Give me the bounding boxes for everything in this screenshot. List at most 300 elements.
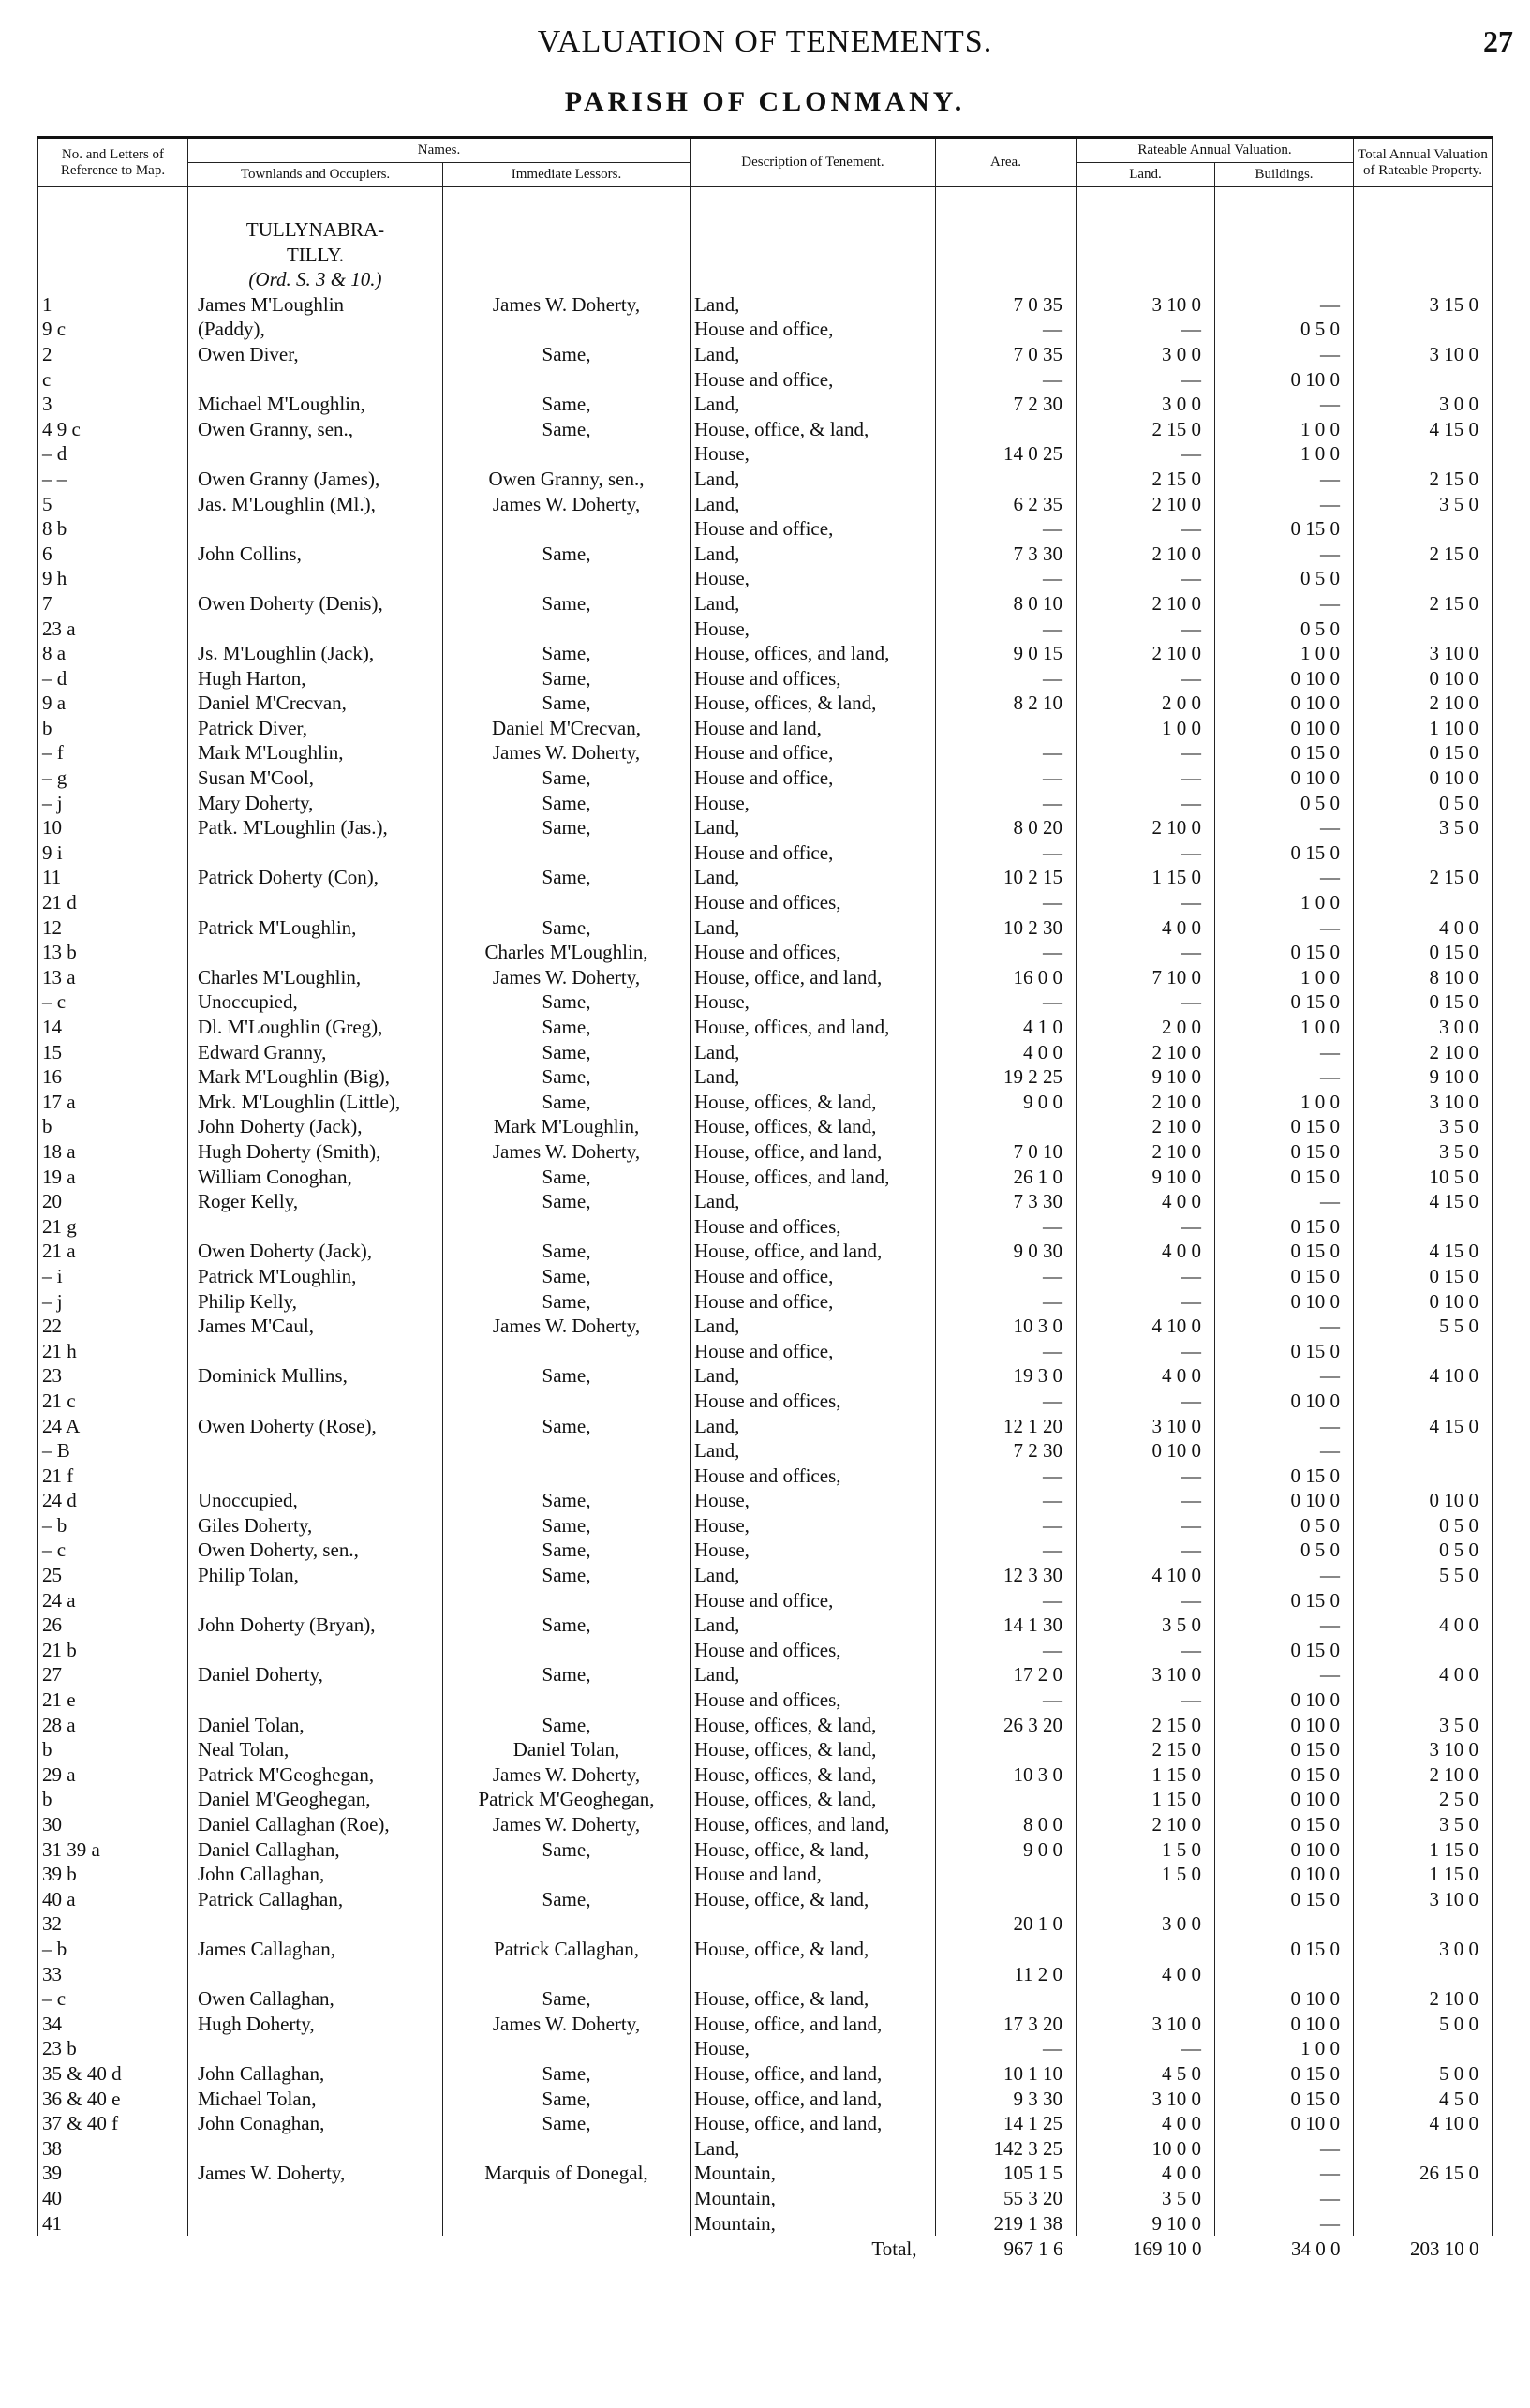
area: 20 1 0 (936, 1911, 1077, 1937)
table-row (38, 915, 1493, 941)
buildings-valuation: 0 5 0 (1215, 566, 1354, 591)
occupier: Owen Doherty (Jack), (188, 1239, 443, 1264)
table-row (38, 666, 1493, 691)
total-buildings: 34 0 0 (1291, 2237, 1341, 2261)
land-valuation: 2 10 0 (1077, 591, 1215, 617)
total-valuation: 0 15 0 (1354, 1264, 1493, 1289)
occupier: John Collins, (188, 542, 443, 567)
immediate-lessor: Same, (443, 1986, 691, 2012)
total-valuation: 8 10 0 (1354, 965, 1493, 990)
table-row (38, 1314, 1493, 1339)
immediate-lessor: James W. Doherty, (443, 1139, 691, 1165)
map-reference: 9 i (38, 840, 188, 866)
buildings-valuation: 0 5 0 (1215, 1538, 1354, 1563)
map-reference: 8 b (38, 516, 188, 542)
table-row (38, 791, 1493, 816)
table-row (38, 1239, 1493, 1264)
land-valuation: 2 15 0 (1077, 1737, 1215, 1762)
description: House, office, and land, (691, 1139, 936, 1165)
immediate-lessor: Mark M'Loughlin, (443, 1114, 691, 1139)
table-row (38, 1662, 1493, 1687)
description: House, offices, and land, (691, 1015, 936, 1040)
land-valuation: 1 0 0 (1077, 716, 1215, 741)
table-row (38, 1762, 1493, 1788)
immediate-lessor: Same, (443, 1363, 691, 1389)
buildings-valuation: — (1215, 2211, 1354, 2237)
area: — (936, 367, 1077, 393)
table-row (38, 1139, 1493, 1165)
description: House, (691, 566, 936, 591)
description: Land, (691, 915, 936, 941)
description: House and office, (691, 766, 936, 791)
description: House, office, & land, (691, 1937, 936, 1962)
occupier (188, 1687, 443, 1713)
total-label: Total, (871, 2237, 917, 2261)
area: 10 1 10 (936, 2061, 1077, 2087)
area (936, 1887, 1077, 1912)
total-valuation: 4 15 0 (1354, 1239, 1493, 1264)
buildings-valuation: 0 15 0 (1215, 1588, 1354, 1613)
area: 17 3 20 (936, 2012, 1077, 2037)
area: 4 0 0 (936, 1040, 1077, 1065)
buildings-valuation: — (1215, 1662, 1354, 1687)
buildings-valuation: 0 5 0 (1215, 617, 1354, 642)
description: House and land, (691, 1862, 936, 1887)
occupier (188, 1638, 443, 1663)
description: Land, (691, 1040, 936, 1065)
area: 7 3 30 (936, 1189, 1077, 1214)
land-valuation: — (1077, 840, 1215, 866)
map-reference: 9 a (38, 691, 188, 716)
townland-ord-reference: (Ord. S. 3 & 10.) (188, 267, 443, 292)
immediate-lessor: Same, (443, 2087, 691, 2112)
description: House, office, & land, (691, 417, 936, 442)
header-names: Names. (188, 138, 691, 163)
total-valuation: 4 0 0 (1354, 1662, 1493, 1687)
table-row (38, 1339, 1493, 1364)
land-valuation: 1 15 0 (1077, 865, 1215, 890)
buildings-valuation: 1 0 0 (1215, 641, 1354, 666)
map-reference: 35 & 40 d (38, 2061, 188, 2087)
total-valuation: 5 0 0 (1354, 2012, 1493, 2037)
table-row (38, 2012, 1493, 2037)
land-valuation: — (1077, 516, 1215, 542)
map-reference: 21 g (38, 1214, 188, 1240)
land-valuation (1077, 1986, 1215, 2012)
table-row (38, 815, 1493, 840)
total-valuation: 3 10 0 (1354, 1887, 1493, 1912)
map-reference: 12 (38, 915, 188, 941)
total-valuation: 4 15 0 (1354, 1414, 1493, 1439)
total-valuation: 3 5 0 (1354, 1812, 1493, 1837)
total-valuation (1354, 2186, 1493, 2211)
total-valuation: 3 0 0 (1354, 392, 1493, 417)
occupier (188, 441, 443, 467)
buildings-valuation: 0 15 0 (1215, 1887, 1354, 1912)
occupier: Roger Kelly, (188, 1189, 443, 1214)
map-reference: 30 (38, 1812, 188, 1837)
buildings-valuation: 1 0 0 (1215, 417, 1354, 442)
description: House, (691, 1488, 936, 1513)
occupier: James M'Loughlin (188, 292, 443, 318)
immediate-lessor (443, 1911, 691, 1937)
buildings-valuation: 0 10 0 (1215, 2111, 1354, 2136)
total-valuation: 26 15 0 (1354, 2161, 1493, 2186)
immediate-lessor (443, 441, 691, 467)
immediate-lessor: Same, (443, 815, 691, 840)
total-valuation: 3 5 0 (1354, 492, 1493, 517)
buildings-valuation: 1 0 0 (1215, 1090, 1354, 1115)
table-row (38, 2136, 1493, 2162)
map-reference: 4 9 c (38, 417, 188, 442)
land-valuation: — (1077, 617, 1215, 642)
map-reference: – j (38, 1289, 188, 1315)
total-valuation: 0 5 0 (1354, 1513, 1493, 1538)
land-valuation: 3 10 0 (1077, 2087, 1215, 2112)
immediate-lessor (443, 890, 691, 915)
area: — (936, 1389, 1077, 1414)
buildings-valuation: 0 15 0 (1215, 1165, 1354, 1190)
table-row (38, 641, 1493, 666)
description: House, (691, 441, 936, 467)
description: House, offices, and land, (691, 1812, 936, 1837)
buildings-valuation: — (1215, 1438, 1354, 1464)
description: Land, (691, 865, 936, 890)
area: 6 2 35 (936, 492, 1077, 517)
land-valuation: — (1077, 1289, 1215, 1315)
description: House and land, (691, 716, 936, 741)
buildings-valuation: 0 15 0 (1215, 989, 1354, 1015)
map-reference: b (38, 1737, 188, 1762)
table-row (38, 1114, 1493, 1139)
buildings-valuation: 0 15 0 (1215, 1937, 1354, 1962)
map-reference: 26 (38, 1613, 188, 1638)
map-reference: 27 (38, 1662, 188, 1687)
table-row (38, 1189, 1493, 1214)
description: House and offices, (691, 890, 936, 915)
area: 14 1 25 (936, 2111, 1077, 2136)
map-reference: 23 b (38, 2036, 188, 2061)
total-valuation: 3 15 0 (1354, 292, 1493, 318)
page-number: 27 (1483, 24, 1513, 58)
buildings-valuation: — (1215, 1613, 1354, 1638)
occupier (188, 1911, 443, 1937)
table-row (38, 492, 1493, 517)
immediate-lessor (443, 367, 691, 393)
land-valuation: 9 10 0 (1077, 1064, 1215, 1090)
area: 142 3 25 (936, 2136, 1077, 2162)
occupier: Daniel Doherty, (188, 1662, 443, 1687)
immediate-lessor: James W. Doherty, (443, 492, 691, 517)
map-reference: – f (38, 740, 188, 766)
land-valuation: — (1077, 791, 1215, 816)
immediate-lessor: Same, (443, 1538, 691, 1563)
immediate-lessor (443, 1638, 691, 1663)
total-valuation (1354, 367, 1493, 393)
land-valuation: — (1077, 1389, 1215, 1414)
occupier: Owen Granny, sen., (188, 417, 443, 442)
total-valuation: 2 15 0 (1354, 865, 1493, 890)
table-row (38, 392, 1493, 417)
table-row (38, 965, 1493, 990)
immediate-lessor: Marquis of Donegal, (443, 2161, 691, 2186)
occupier: Michael M'Loughlin, (188, 392, 443, 417)
valuation-table (37, 136, 1493, 2263)
occupier: John Doherty (Jack), (188, 1114, 443, 1139)
immediate-lessor (443, 1464, 691, 1489)
area: 19 3 0 (936, 1363, 1077, 1389)
buildings-valuation: — (1215, 1363, 1354, 1389)
buildings-valuation: — (1215, 815, 1354, 840)
description: Land, (691, 467, 936, 492)
total-valuation: 3 5 0 (1354, 815, 1493, 840)
total-valuation (1354, 1911, 1493, 1937)
header-lessors: Immediate Lessors. (443, 163, 691, 187)
immediate-lessor: Same, (443, 791, 691, 816)
occupier: Michael Tolan, (188, 2087, 443, 2112)
buildings-valuation: 0 5 0 (1215, 1513, 1354, 1538)
land-valuation: 2 10 0 (1077, 1090, 1215, 1115)
table-row (38, 2186, 1493, 2211)
immediate-lessor: James W. Doherty, (443, 740, 691, 766)
occupier: Philip Tolan, (188, 1563, 443, 1588)
land-valuation: 4 5 0 (1077, 2061, 1215, 2087)
table-row (38, 1613, 1493, 1638)
area: 7 2 30 (936, 1438, 1077, 1464)
land-valuation: 0 10 0 (1077, 1438, 1215, 1464)
occupier: James M'Caul, (188, 1314, 443, 1339)
header-total: Total Annual Valuation of Rateable Property. (1354, 138, 1493, 187)
total-valuation: 3 0 0 (1354, 1015, 1493, 1040)
description: House and offices, (691, 1389, 936, 1414)
area: — (936, 1264, 1077, 1289)
immediate-lessor: Patrick Callaghan, (443, 1937, 691, 1962)
buildings-valuation: 0 10 0 (1215, 691, 1354, 716)
total-valuation (1354, 840, 1493, 866)
description: Land, (691, 342, 936, 367)
occupier: Js. M'Loughlin (Jack), (188, 641, 443, 666)
townland-name-line2: TILLY. (188, 243, 443, 268)
total-valuation (1354, 1588, 1493, 1613)
description: House and offices, (691, 1214, 936, 1240)
land-valuation: 4 0 0 (1077, 1239, 1215, 1264)
immediate-lessor: Same, (443, 1064, 691, 1090)
area (936, 467, 1077, 492)
occupier: Daniel Tolan, (188, 1713, 443, 1738)
occupier (188, 2186, 443, 2211)
table-body (38, 187, 1493, 2237)
occupier: Patrick M'Loughlin, (188, 915, 443, 941)
total-valuation (1354, 2036, 1493, 2061)
total-valuation: 2 15 0 (1354, 542, 1493, 567)
description: Land, (691, 1314, 936, 1339)
area: — (936, 1488, 1077, 1513)
map-reference: – g (38, 766, 188, 791)
area: 14 0 25 (936, 441, 1077, 467)
immediate-lessor: Same, (443, 865, 691, 890)
occupier: Owen Diver, (188, 342, 443, 367)
land-valuation: 3 0 0 (1077, 342, 1215, 367)
description: Land, (691, 1438, 936, 1464)
total-valuation: 0 15 0 (1354, 740, 1493, 766)
immediate-lessor: James W. Doherty, (443, 1812, 691, 1837)
table-row (38, 1713, 1493, 1738)
description: House and office, (691, 1264, 936, 1289)
table-row (38, 2036, 1493, 2061)
immediate-lessor: Same, (443, 2061, 691, 2087)
buildings-valuation: — (1215, 542, 1354, 567)
immediate-lessor: Same, (443, 1837, 691, 1863)
area: 26 3 20 (936, 1713, 1077, 1738)
total-valuation: 2 15 0 (1354, 591, 1493, 617)
table-row (38, 441, 1493, 467)
immediate-lessor: Same, (443, 1015, 691, 1040)
total-valuation: 3 5 0 (1354, 1139, 1493, 1165)
immediate-lessor (443, 2211, 691, 2237)
immediate-lessor: Same, (443, 542, 691, 567)
immediate-lessor: Same, (443, 1189, 691, 1214)
total-valuation: 3 0 0 (1354, 1937, 1493, 1962)
header-occupiers: Townlands and Occupiers. (188, 163, 443, 187)
table-row (38, 740, 1493, 766)
buildings-valuation: 0 15 0 (1215, 516, 1354, 542)
total-valuation (1354, 1638, 1493, 1663)
total-valuation (1354, 617, 1493, 642)
map-reference: 17 a (38, 1090, 188, 1115)
description: House, offices, & land, (691, 1737, 936, 1762)
area: 12 1 20 (936, 1414, 1077, 1439)
map-reference: 24 A (38, 1414, 188, 1439)
buildings-valuation: 1 0 0 (1215, 2036, 1354, 2061)
occupier: Mark M'Loughlin (Big), (188, 1064, 443, 1090)
immediate-lessor: Same, (443, 1165, 691, 1190)
occupier: Daniel Callaghan (Roe), (188, 1812, 443, 1837)
description: Land, (691, 591, 936, 617)
total-valuation: 1 15 0 (1354, 1837, 1493, 1863)
land-valuation: — (1077, 1214, 1215, 1240)
occupier (188, 2036, 443, 2061)
map-reference: 8 a (38, 641, 188, 666)
area: — (936, 1289, 1077, 1315)
area (936, 1114, 1077, 1139)
immediate-lessor: Daniel M'Crecvan, (443, 716, 691, 741)
immediate-lessor (443, 1339, 691, 1364)
description: House and offices, (691, 1464, 936, 1489)
area: — (936, 566, 1077, 591)
map-reference: 10 (38, 815, 188, 840)
occupier (188, 1214, 443, 1240)
immediate-lessor: Same, (443, 1613, 691, 1638)
table-header (38, 138, 1493, 187)
table-row (38, 2211, 1493, 2237)
buildings-valuation: 0 10 0 (1215, 1787, 1354, 1812)
buildings-valuation: 0 5 0 (1215, 317, 1354, 342)
table-row (38, 1937, 1493, 1962)
occupier: Daniel Callaghan, (188, 1837, 443, 1863)
total-valuation (1354, 1339, 1493, 1364)
occupier (188, 1339, 443, 1364)
total-valuation: 0 10 0 (1354, 1289, 1493, 1315)
description: Mountain, (691, 2186, 936, 2211)
description: House and office, (691, 317, 936, 342)
occupier: Mark M'Loughlin, (188, 740, 443, 766)
map-reference: 6 (38, 542, 188, 567)
table-row (38, 1090, 1493, 1115)
description: Land, (691, 1189, 936, 1214)
immediate-lessor: Patrick M'Geoghegan, (443, 1787, 691, 1812)
occupier: Unoccupied, (188, 1488, 443, 1513)
map-reference: 36 & 40 e (38, 2087, 188, 2112)
table-row (38, 1812, 1493, 1837)
immediate-lessor: Owen Granny, sen., (443, 467, 691, 492)
map-reference: 32 (38, 1911, 188, 1937)
immediate-lessor (443, 1862, 691, 1887)
total-valuation: 4 0 0 (1354, 1613, 1493, 1638)
total-valuation: 1 10 0 (1354, 716, 1493, 741)
land-valuation: 4 0 0 (1077, 2111, 1215, 2136)
total-valuation: 5 5 0 (1354, 1314, 1493, 1339)
occupier: Dominick Mullins, (188, 1363, 443, 1389)
map-reference: – c (38, 1538, 188, 1563)
map-reference: 41 (38, 2211, 188, 2237)
land-valuation: — (1077, 1513, 1215, 1538)
description: House, offices, & land, (691, 1090, 936, 1115)
description: House, office, & land, (691, 1986, 936, 2012)
map-reference: – c (38, 989, 188, 1015)
table-row (38, 766, 1493, 791)
total-valuation: 9 10 0 (1354, 1064, 1493, 1090)
land-valuation: 2 10 0 (1077, 492, 1215, 517)
table-row (38, 1214, 1493, 1240)
description: Mountain, (691, 2211, 936, 2237)
description: House, (691, 1513, 936, 1538)
land-valuation: 4 10 0 (1077, 1314, 1215, 1339)
land-valuation: — (1077, 740, 1215, 766)
map-reference: 13 b (38, 940, 188, 965)
table-row (38, 1464, 1493, 1489)
occupier: Owen Callaghan, (188, 1986, 443, 2012)
occupier: Patrick Callaghan, (188, 1887, 443, 1912)
map-reference: 37 & 40 f (38, 2111, 188, 2136)
map-reference: – j (38, 791, 188, 816)
total-valuation (1354, 1464, 1493, 1489)
table-row (38, 1438, 1493, 1464)
land-valuation: 4 0 0 (1077, 2161, 1215, 2186)
buildings-valuation: 0 10 0 (1215, 1986, 1354, 2012)
land-valuation: — (1077, 1588, 1215, 1613)
occupier: Mary Doherty, (188, 791, 443, 816)
table-row (38, 1015, 1493, 1040)
map-reference: c (38, 367, 188, 393)
header-rateable: Rateable Annual Valuation. (1077, 138, 1354, 163)
buildings-valuation: 1 0 0 (1215, 890, 1354, 915)
buildings-valuation: 0 15 0 (1215, 2087, 1354, 2112)
area: 7 2 30 (936, 392, 1077, 417)
description: Land, (691, 292, 936, 318)
description: House, office, and land, (691, 1239, 936, 1264)
total-row (38, 2236, 1493, 2263)
description: House, offices, & land, (691, 1114, 936, 1139)
land-valuation (1077, 1937, 1215, 1962)
land-valuation: 4 0 0 (1077, 915, 1215, 941)
land-valuation: — (1077, 1538, 1215, 1563)
total-valuation: 2 10 0 (1354, 1762, 1493, 1788)
occupier: Neal Tolan, (188, 1737, 443, 1762)
description: House, offices, and land, (691, 641, 936, 666)
area: 55 3 20 (936, 2186, 1077, 2211)
description: House and office, (691, 840, 936, 866)
area: 7 0 35 (936, 342, 1077, 367)
